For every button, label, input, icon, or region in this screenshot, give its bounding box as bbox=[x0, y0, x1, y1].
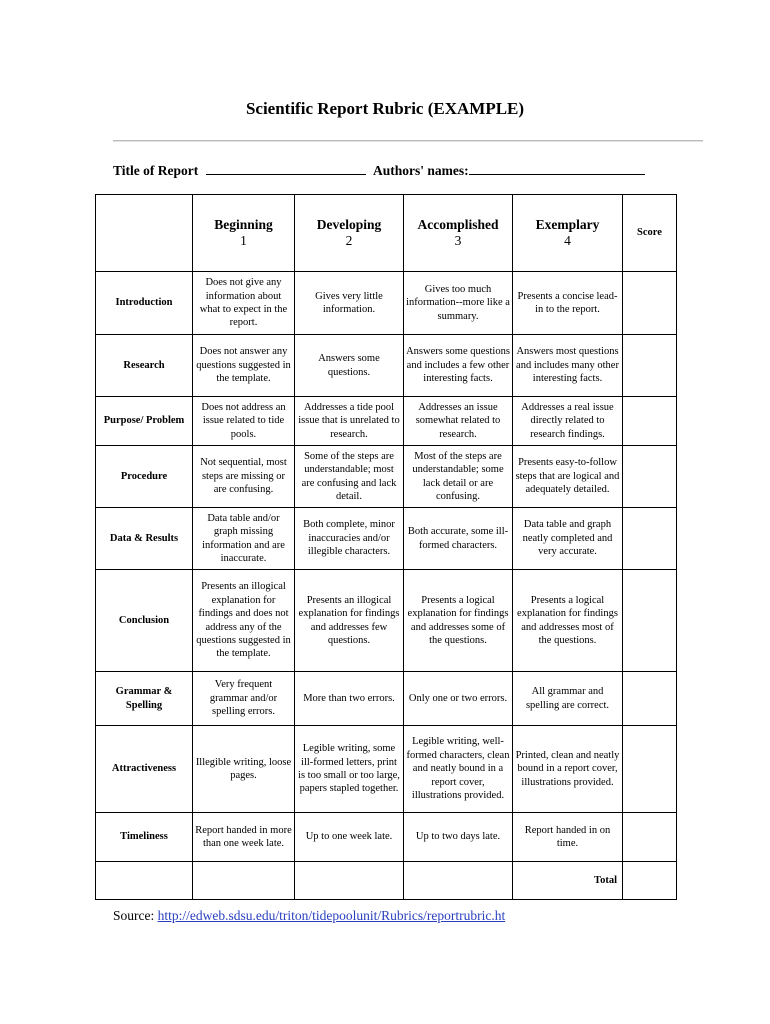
score-cell[interactable] bbox=[623, 335, 677, 397]
criteria-cell: Only one or two errors. bbox=[404, 672, 513, 726]
score-cell[interactable] bbox=[623, 813, 677, 862]
level-header-cell bbox=[404, 195, 513, 272]
total-row-empty-cell bbox=[295, 862, 404, 900]
criteria-label: Purpose/ Problem bbox=[96, 397, 193, 446]
header-row bbox=[96, 195, 677, 272]
criteria-cell: Both complete, minor inaccuracies and/or illegible characters. bbox=[295, 508, 404, 570]
criteria-cell: Some of the steps are understandable; most are confusing and lack detail. bbox=[295, 446, 404, 508]
criteria-label: Conclusion bbox=[96, 570, 193, 672]
title-of-report-blank bbox=[206, 162, 366, 175]
criteria-cell: Addresses a real issue directly related to research findings. bbox=[513, 397, 623, 446]
authors-blank bbox=[469, 162, 645, 175]
criteria-label: Introduction bbox=[96, 272, 193, 335]
title-of-report-label: Title of Report bbox=[113, 163, 199, 178]
criteria-label: Timeliness bbox=[96, 813, 193, 862]
criteria-label: Grammar & Spelling bbox=[96, 672, 193, 726]
criteria-cell: Addresses a tide pool issue that is unrelated to research. bbox=[295, 397, 404, 446]
criteria-row bbox=[96, 335, 677, 397]
criteria-cell: Legible writing, well-formed characters, clean and neatly bound in a report cover, illustrations provided. bbox=[404, 726, 513, 813]
horizontal-rule bbox=[113, 140, 703, 142]
level-name: Developing bbox=[316, 217, 382, 232]
level-number: 4 bbox=[564, 233, 571, 248]
total-row-empty-cell bbox=[193, 862, 295, 900]
criteria-cell: Illegible writing, loose pages. bbox=[193, 726, 295, 813]
criteria-cell: Very frequent grammar and/or spelling errors. bbox=[193, 672, 295, 726]
criteria-row bbox=[96, 726, 677, 813]
criteria-cell: Up to one week late. bbox=[295, 813, 404, 862]
criteria-cell: Report handed in more than one week late. bbox=[193, 813, 295, 862]
criteria-cell: Presents a concise lead-in to the report. bbox=[513, 272, 623, 335]
criteria-cell: Answers some questions. bbox=[295, 335, 404, 397]
total-label: Total bbox=[513, 862, 623, 900]
criteria-label: Attractiveness bbox=[96, 726, 193, 813]
criteria-row bbox=[96, 397, 677, 446]
score-cell[interactable] bbox=[623, 272, 677, 335]
criteria-cell: Data table and/or graph missing information and are inaccurate. bbox=[193, 508, 295, 570]
criteria-cell: Most of the steps are understandable; some lack detail or are confusing. bbox=[404, 446, 513, 508]
criteria-cell: Gives very little information. bbox=[295, 272, 404, 335]
level-name: Exemplary bbox=[535, 217, 600, 232]
criteria-cell: Presents a logical explanation for findings and addresses some of the questions. bbox=[404, 570, 513, 672]
criteria-row bbox=[96, 672, 677, 726]
criteria-label: Data & Results bbox=[96, 508, 193, 570]
level-header-cell bbox=[295, 195, 404, 272]
criteria-label: Procedure bbox=[96, 446, 193, 508]
score-cell[interactable] bbox=[623, 397, 677, 446]
level-number: 1 bbox=[240, 233, 247, 248]
criteria-cell: Presents an illogical explanation for findings and addresses few questions. bbox=[295, 570, 404, 672]
score-header: Score bbox=[623, 195, 677, 272]
level-header-cell bbox=[193, 195, 295, 272]
criteria-cell: Up to two days late. bbox=[404, 813, 513, 862]
score-cell[interactable] bbox=[623, 672, 677, 726]
score-cell[interactable] bbox=[623, 446, 677, 508]
criteria-row bbox=[96, 272, 677, 335]
criteria-cell: Presents easy-to-follow steps that are logical and adequately detailed. bbox=[513, 446, 623, 508]
level-number: 2 bbox=[345, 233, 353, 248]
level-name: Beginning bbox=[214, 217, 273, 232]
source-line bbox=[113, 908, 505, 924]
criteria-cell: Gives too much information--more like a summary. bbox=[404, 272, 513, 335]
criteria-cell: Legible writing, some ill-formed letters, print is too small or too large, papers stapled together. bbox=[295, 726, 404, 813]
criteria-cell: Answers most questions and includes many other interesting facts. bbox=[513, 335, 623, 397]
criteria-cell: Does not address an issue related to tide pools. bbox=[193, 397, 295, 446]
criteria-cell: More than two errors. bbox=[295, 672, 404, 726]
level-header-cell bbox=[513, 195, 623, 272]
total-score-cell[interactable] bbox=[623, 862, 677, 900]
criteria-label: Research bbox=[96, 335, 193, 397]
authors-label: Authors' names: bbox=[372, 163, 469, 178]
header-corner-cell bbox=[96, 195, 193, 272]
total-row-empty-cell bbox=[96, 862, 193, 900]
criteria-row bbox=[96, 508, 677, 570]
criteria-cell: Answers some questions and includes a few other interesting facts. bbox=[404, 335, 513, 397]
criteria-cell: All grammar and spelling are correct. bbox=[513, 672, 623, 726]
criteria-row bbox=[96, 813, 677, 862]
source-label: Source: bbox=[113, 908, 155, 923]
criteria-cell: Data table and graph neatly completed and very accurate. bbox=[513, 508, 623, 570]
rubric-body bbox=[96, 195, 677, 900]
criteria-cell: Presents an illogical explanation for findings and does not address any of the questions suggested in the template. bbox=[193, 570, 295, 672]
level-name: Accomplished bbox=[417, 217, 499, 232]
criteria-cell: Addresses an issue somewhat related to research. bbox=[404, 397, 513, 446]
total-row-empty-cell bbox=[404, 862, 513, 900]
criteria-row bbox=[96, 570, 677, 672]
criteria-cell: Does not give any information about what to expect in the report. bbox=[193, 272, 295, 335]
rubric-table bbox=[95, 194, 677, 900]
criteria-cell: Printed, clean and neatly bound in a report cover, illustrations provided. bbox=[513, 726, 623, 813]
criteria-cell: Both accurate, some ill-formed characters. bbox=[404, 508, 513, 570]
criteria-cell: Presents a logical explanation for findings and addresses most of the questions. bbox=[513, 570, 623, 672]
criteria-row bbox=[96, 446, 677, 508]
source-link[interactable]: http://edweb.sdsu.edu/triton/tidepoolunit/Rubrics/reportrubric.ht bbox=[157, 908, 506, 923]
total-row bbox=[96, 862, 677, 900]
criteria-cell: Does not answer any questions suggested in the template. bbox=[193, 335, 295, 397]
report-info-line bbox=[113, 162, 645, 179]
score-cell[interactable] bbox=[623, 508, 677, 570]
score-cell[interactable] bbox=[623, 726, 677, 813]
criteria-cell: Report handed in on time. bbox=[513, 813, 623, 862]
document-title: Scientific Report Rubric (EXAMPLE) bbox=[245, 99, 525, 118]
criteria-cell: Not sequential, most steps are missing or are confusing. bbox=[193, 446, 295, 508]
score-cell[interactable] bbox=[623, 570, 677, 672]
level-number: 3 bbox=[454, 233, 462, 248]
